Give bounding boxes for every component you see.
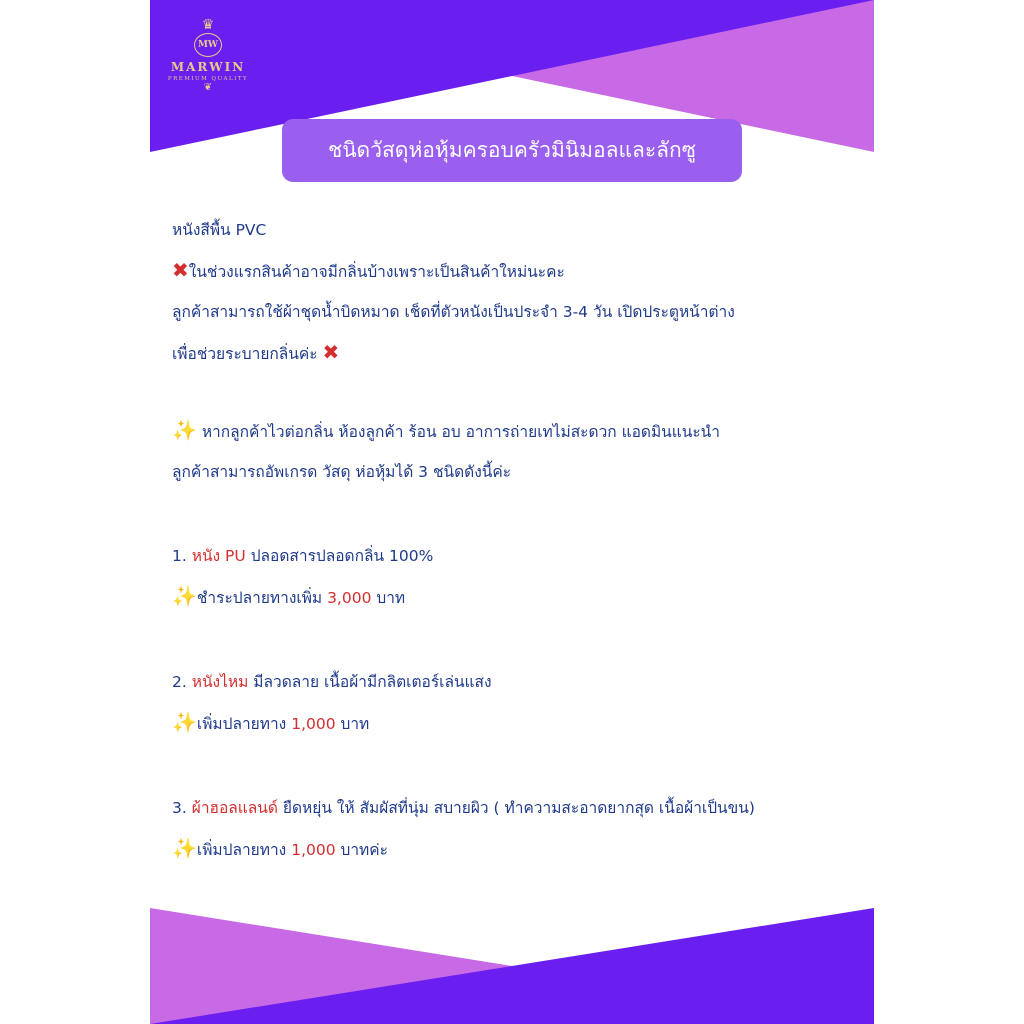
option-1-name: หนัง PU <box>191 547 246 565</box>
option-2-title: 2. หนังไหม มีลวดลาย เนื้อผ้ามีกลิตเตอร์เล่นแสง <box>172 673 492 691</box>
option-3-title: 3. ผ้าฮอลแลนด์ ยืดหยุ่น ให้ สัมผัสที่นุ่ม สบายผิว ( ทำความสะอาดยากสุด เนื้อผ้าเป็นขน) <box>172 799 755 817</box>
option-2-price: ✨เพิ่มปลายทาง 1,000 บาท <box>172 710 370 734</box>
sparkles-icon: ✨ <box>172 418 197 442</box>
logo-monogram: MW <box>194 33 222 57</box>
option-2-price-value: 1,000 <box>291 715 336 733</box>
pvc-line-1: ✖ในช่วงแรกสินค้าอาจมีกลิ่นบ้างเพราะเป็นสินค้าใหม่นะคะ <box>172 258 565 282</box>
option-3-name: ผ้าฮอลแลนด์ <box>191 799 278 817</box>
cross-mark-icon: ✖ <box>322 340 340 364</box>
option-3-price-value: 1,000 <box>291 841 336 859</box>
logo-tagline: PREMIUM QUALITY <box>167 76 249 82</box>
advice-line-2: ลูกค้าสามารถอัพเกรด วัสดุ ห่อหุ้มได้ 3 ชนิดดังนี้ค่ะ <box>172 463 512 481</box>
poster-page <box>150 0 874 1024</box>
logo-name: MARWIN <box>170 60 246 74</box>
content-body <box>172 210 858 870</box>
pvc-heading: หนังสีพื้น PVC <box>172 221 267 239</box>
option-1-price: ✨ชำระปลายทางเพิ่ม 3,000 บาท <box>172 584 406 608</box>
flourish-icon: ❦ <box>203 82 213 93</box>
option-1-title: 1. หนัง PU ปลอดสารปลอดกลิ่น 100% <box>172 547 434 565</box>
advice-line-1: ✨ หากลูกค้าไวต่อกลิ่น ห้องลูกค้า ร้อน อบ อาการถ่ายเทไม่สะดวก แอดมินแนะนำ <box>172 418 720 442</box>
pvc-line-2: ลูกค้าสามารถใช้ผ้าชุดน้ำบิดหมาด เช็ดที่ตัวหนังเป็นประจำ 3-4 วัน เปิดประตูหน้าต่าง <box>172 303 735 321</box>
brand-logo <box>160 18 256 102</box>
cross-mark-icon: ✖ <box>172 258 189 282</box>
page-title: ชนิดวัสดุห่อหุ้มครอบครัวมินิมอลและลักซู <box>282 119 742 182</box>
crown-icon: ♛ <box>201 17 215 33</box>
sparkles-icon: ✨ <box>172 584 197 608</box>
option-3-price: ✨เพิ่มปลายทาง 1,000 บาทค่ะ <box>172 836 388 860</box>
pvc-line-3: เพื่อช่วยระบายกลิ่นค่ะ ✖ <box>172 340 340 364</box>
sparkles-icon: ✨ <box>172 710 197 734</box>
option-2-name: หนังไหม <box>191 673 249 691</box>
sparkles-icon: ✨ <box>172 836 197 860</box>
option-1-price-value: 3,000 <box>327 589 372 607</box>
